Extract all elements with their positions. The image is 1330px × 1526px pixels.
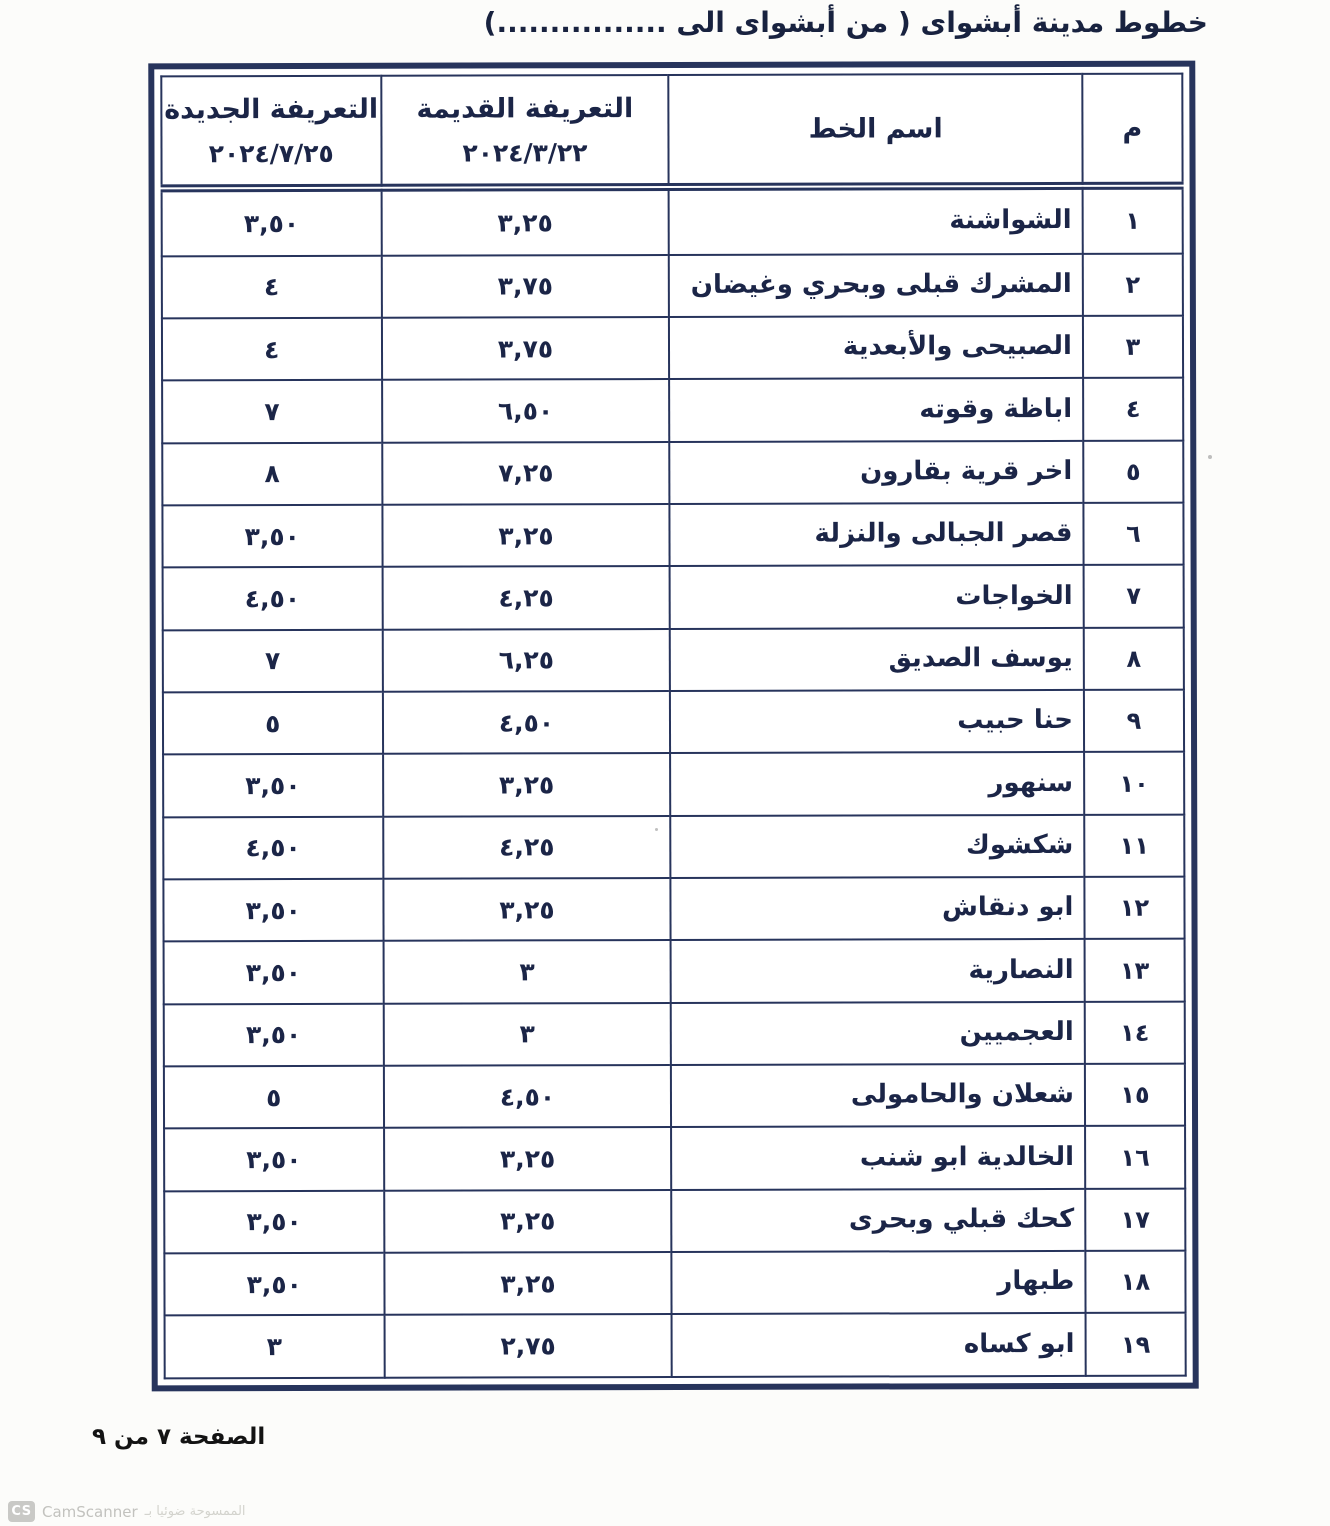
camscanner-arabic-label: الممسوحة ضوئيا بـ [144, 1504, 246, 1519]
row-line-name: سنهور [671, 752, 1085, 815]
row-new-tariff: ٣,٥٠ [162, 188, 382, 256]
row-serial: ٤ [1083, 378, 1183, 441]
row-old-tariff: ٣,٢٥ [383, 878, 671, 941]
table-row [163, 814, 1184, 879]
header-serial: م [1082, 74, 1182, 186]
header-new-tariff [161, 76, 381, 189]
row-new-tariff: ٥ [164, 1066, 384, 1129]
header-old-tariff [381, 75, 669, 188]
row-old-tariff: ٣,٢٥ [383, 753, 671, 816]
row-old-tariff: ٦,٢٥ [382, 629, 670, 692]
table-row [164, 1064, 1185, 1129]
row-old-tariff: ٣,٢٥ [384, 1252, 672, 1315]
table-row [162, 186, 1183, 256]
header-line-name: اسم الخط [669, 74, 1083, 187]
row-line-name: اخر قرية بقارون [670, 441, 1084, 504]
row-serial: ١٨ [1085, 1251, 1185, 1314]
row-new-tariff: ٣,٥٠ [162, 505, 382, 568]
camscanner-logo-icon: CS [8, 1501, 35, 1522]
row-line-name: النصارية [671, 939, 1085, 1002]
row-serial: ١٤ [1085, 1001, 1185, 1064]
row-old-tariff: ٣,٧٥ [381, 255, 669, 318]
row-line-name: ابو كساه [672, 1313, 1086, 1377]
camscanner-brand: CamScanner [42, 1502, 138, 1521]
row-new-tariff: ٣,٥٠ [164, 941, 384, 1004]
header-row [161, 74, 1182, 189]
table-row [162, 503, 1183, 568]
row-new-tariff: ٣,٥٠ [164, 1190, 384, 1253]
row-old-tariff: ٣,٢٥ [384, 1190, 672, 1253]
camscanner-watermark [8, 1501, 246, 1522]
header-old-tariff-date: ٢٠٢٤/٣/٢٢ [462, 137, 588, 168]
row-line-name: الخواجات [670, 565, 1084, 628]
page-title: خطوط مدينة أبشواى ( من أبشواى الى ................) [483, 6, 1208, 39]
table-row [164, 1126, 1185, 1191]
header-new-tariff-date: ٢٠٢٤/٧/٢٥ [208, 138, 334, 168]
header-old-tariff-label: التعريفة القديمة [416, 92, 634, 125]
row-serial: ٦ [1083, 503, 1183, 566]
table-row [163, 690, 1184, 755]
row-new-tariff: ٣,٥٠ [164, 1253, 384, 1316]
row-new-tariff: ٣,٥٠ [163, 754, 383, 817]
row-serial: ١٥ [1085, 1064, 1185, 1127]
row-new-tariff: ٧ [163, 629, 383, 692]
row-serial: ١٣ [1085, 939, 1185, 1002]
table-row [164, 939, 1185, 1004]
row-old-tariff: ٢,٧٥ [384, 1314, 672, 1377]
row-old-tariff: ٣ [383, 940, 671, 1003]
row-new-tariff: ٣,٥٠ [163, 879, 383, 942]
fares-table [160, 73, 1186, 1380]
row-serial: ٧ [1084, 565, 1184, 628]
row-new-tariff: ٨ [162, 442, 382, 505]
row-serial: ١٦ [1085, 1126, 1185, 1189]
row-serial: ١٧ [1085, 1188, 1185, 1251]
row-new-tariff: ٤ [162, 318, 382, 381]
row-line-name: المشرك قبلى وبحري وغيضان [669, 254, 1083, 317]
table-row [163, 627, 1184, 692]
row-serial: ١١ [1084, 814, 1184, 877]
row-new-tariff: ٧ [162, 380, 382, 443]
row-new-tariff: ٤,٥٠ [163, 816, 383, 879]
row-new-tariff: ٣,٥٠ [164, 1128, 384, 1191]
scan-speck [1208, 455, 1212, 459]
row-line-name: طبهار [672, 1251, 1086, 1314]
table-row [163, 752, 1184, 817]
row-line-name: ابو دنقاش [671, 877, 1085, 940]
table-row [162, 253, 1183, 318]
row-new-tariff: ٥ [163, 692, 383, 755]
row-serial: ٥ [1083, 440, 1183, 503]
row-new-tariff: ٣,٥٠ [164, 1003, 384, 1066]
row-serial: ١٠ [1084, 752, 1184, 815]
row-serial: ٢ [1083, 253, 1183, 316]
row-new-tariff: ٤,٥٠ [163, 567, 383, 630]
table-row [162, 316, 1183, 381]
row-old-tariff: ٣,٢٥ [384, 1127, 672, 1190]
table-row [163, 565, 1184, 630]
row-old-tariff: ٧,٢٥ [382, 442, 670, 505]
row-old-tariff: ٤,٢٥ [383, 816, 671, 879]
row-serial: ٩ [1084, 690, 1184, 753]
fares-table-frame [148, 61, 1198, 1392]
row-serial: ١٢ [1084, 877, 1184, 940]
table-row [164, 1001, 1185, 1066]
row-line-name: الشواشنة [669, 186, 1083, 255]
table-row [164, 1251, 1185, 1316]
page-number: الصفحة ٧ من ٩ [92, 1424, 266, 1450]
scan-speck [655, 828, 658, 831]
row-new-tariff: ٣ [165, 1315, 385, 1378]
row-line-name: شكشوك [671, 815, 1085, 878]
row-new-tariff: ٤ [162, 255, 382, 318]
row-line-name: يوسف الصديق [670, 628, 1084, 691]
table-row [162, 440, 1183, 505]
row-old-tariff: ٣,٧٥ [381, 317, 669, 380]
row-old-tariff: ٣ [383, 1003, 671, 1066]
table-row [165, 1313, 1186, 1378]
row-serial: ١ [1083, 186, 1183, 254]
row-old-tariff: ٤,٥٠ [383, 1065, 671, 1128]
table-row [162, 378, 1183, 443]
row-old-tariff: ٦,٥٠ [382, 379, 670, 442]
row-serial: ٨ [1084, 627, 1184, 690]
row-line-name: العجميين [671, 1002, 1085, 1065]
table-row [164, 1188, 1185, 1253]
row-line-name: الصبيحى والأبعدية [669, 316, 1083, 379]
row-old-tariff: ٣,٢٥ [382, 504, 670, 567]
table-row [163, 877, 1184, 942]
row-line-name: شعلان والحامولى [671, 1064, 1085, 1127]
row-old-tariff: ٣,٢٥ [381, 187, 669, 255]
row-serial: ١٩ [1085, 1313, 1185, 1376]
row-old-tariff: ٤,٥٠ [382, 691, 670, 754]
row-line-name: حنا حبيب [670, 690, 1084, 753]
row-old-tariff: ٤,٢٥ [382, 566, 670, 629]
row-line-name: قصر الجبالى والنزلة [670, 503, 1084, 566]
row-serial: ٣ [1083, 316, 1183, 379]
row-line-name: كحك قبلي وبحرى [672, 1189, 1086, 1252]
row-line-name: اباظة وقوته [670, 378, 1084, 441]
header-new-tariff-label: التعريفة الجديدة [164, 93, 379, 125]
row-line-name: الخالدية ابو شنب [672, 1126, 1086, 1189]
